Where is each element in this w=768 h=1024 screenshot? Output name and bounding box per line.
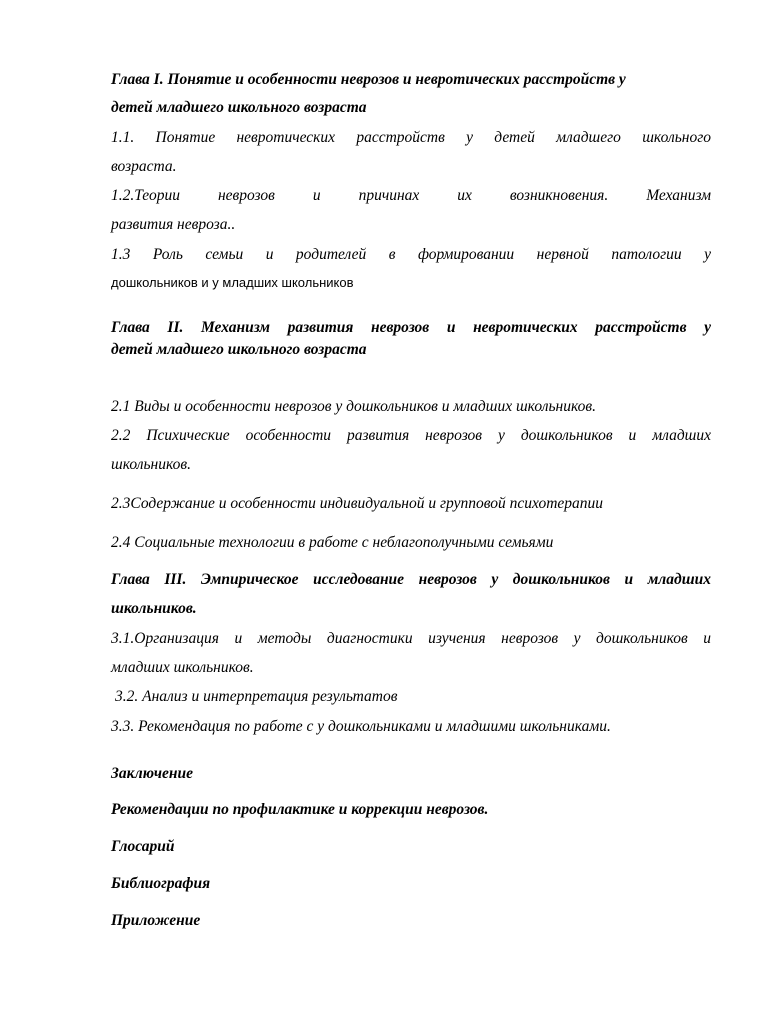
section-1-3-line-1: 1.3 Роль семьи и родителей в формировании нервной патологии у bbox=[111, 246, 711, 263]
glossary-heading: Глосарий bbox=[111, 838, 175, 855]
section-2-4: 2.4 Социальные технологии в работе с неблагополучными семьями bbox=[111, 534, 554, 551]
section-2-1: 2.1 Виды и особенности неврозов у дошкольников и младших школьников. bbox=[111, 398, 596, 415]
chapter-2-title-line-2: детей младшего школьного возраста bbox=[111, 341, 367, 358]
section-3-1-line-1: 3.1.Организация и методы диагностики изучения неврозов у дошкольников и bbox=[111, 630, 711, 647]
chapter-3-title-line-1: Глава III. Эмпирическое исследование неврозов у дошкольников и младших bbox=[111, 571, 711, 588]
section-2-2-line-2: школьников. bbox=[111, 456, 191, 473]
chapter-1-title-line-1: Глава I. Понятие и особенности неврозов и невротических расстройств у bbox=[111, 71, 626, 88]
chapter-1-title-line-2: детей младшего школьного возраста bbox=[111, 99, 367, 116]
section-1-1-line-1: 1.1. Понятие невротических расстройств у детей младшего школьного bbox=[111, 129, 711, 146]
section-2-2-line-1: 2.2 Психические особенности развития неврозов у дошкольников и младших bbox=[111, 427, 711, 444]
section-1-1-line-2: возраста. bbox=[111, 158, 177, 175]
bibliography-heading: Библиография bbox=[111, 875, 211, 892]
section-1-2-line-2: развития невроза.. bbox=[111, 216, 236, 233]
chapter-3-title-line-2: школьников. bbox=[111, 600, 197, 617]
section-1-3-line-2: дошкольников и у младших школьников bbox=[111, 275, 354, 290]
section-2-3: 2.3Содержание и особенности индивидуальной и групповой психотерапии bbox=[111, 495, 604, 512]
section-3-2: 3.2. Анализ и интерпретация результатов bbox=[115, 688, 398, 705]
section-3-1-line-2: младших школьников. bbox=[111, 659, 254, 676]
section-1-2-line-1: 1.2.Теории неврозов и причинах их возникновения. Механизм bbox=[111, 187, 711, 204]
recommendations-heading: Рекомендации по профилактике и коррекции неврозов. bbox=[111, 801, 489, 818]
appendix-heading: Приложение bbox=[111, 912, 201, 929]
conclusion-heading: Заключение bbox=[111, 765, 193, 782]
chapter-2-title-line-1: Глава II. Механизм развития неврозов и невротических расстройств у bbox=[111, 319, 711, 336]
section-3-3: 3.3. Рекомендация по работе с у дошкольниками и младшими школьниками. bbox=[111, 718, 611, 735]
